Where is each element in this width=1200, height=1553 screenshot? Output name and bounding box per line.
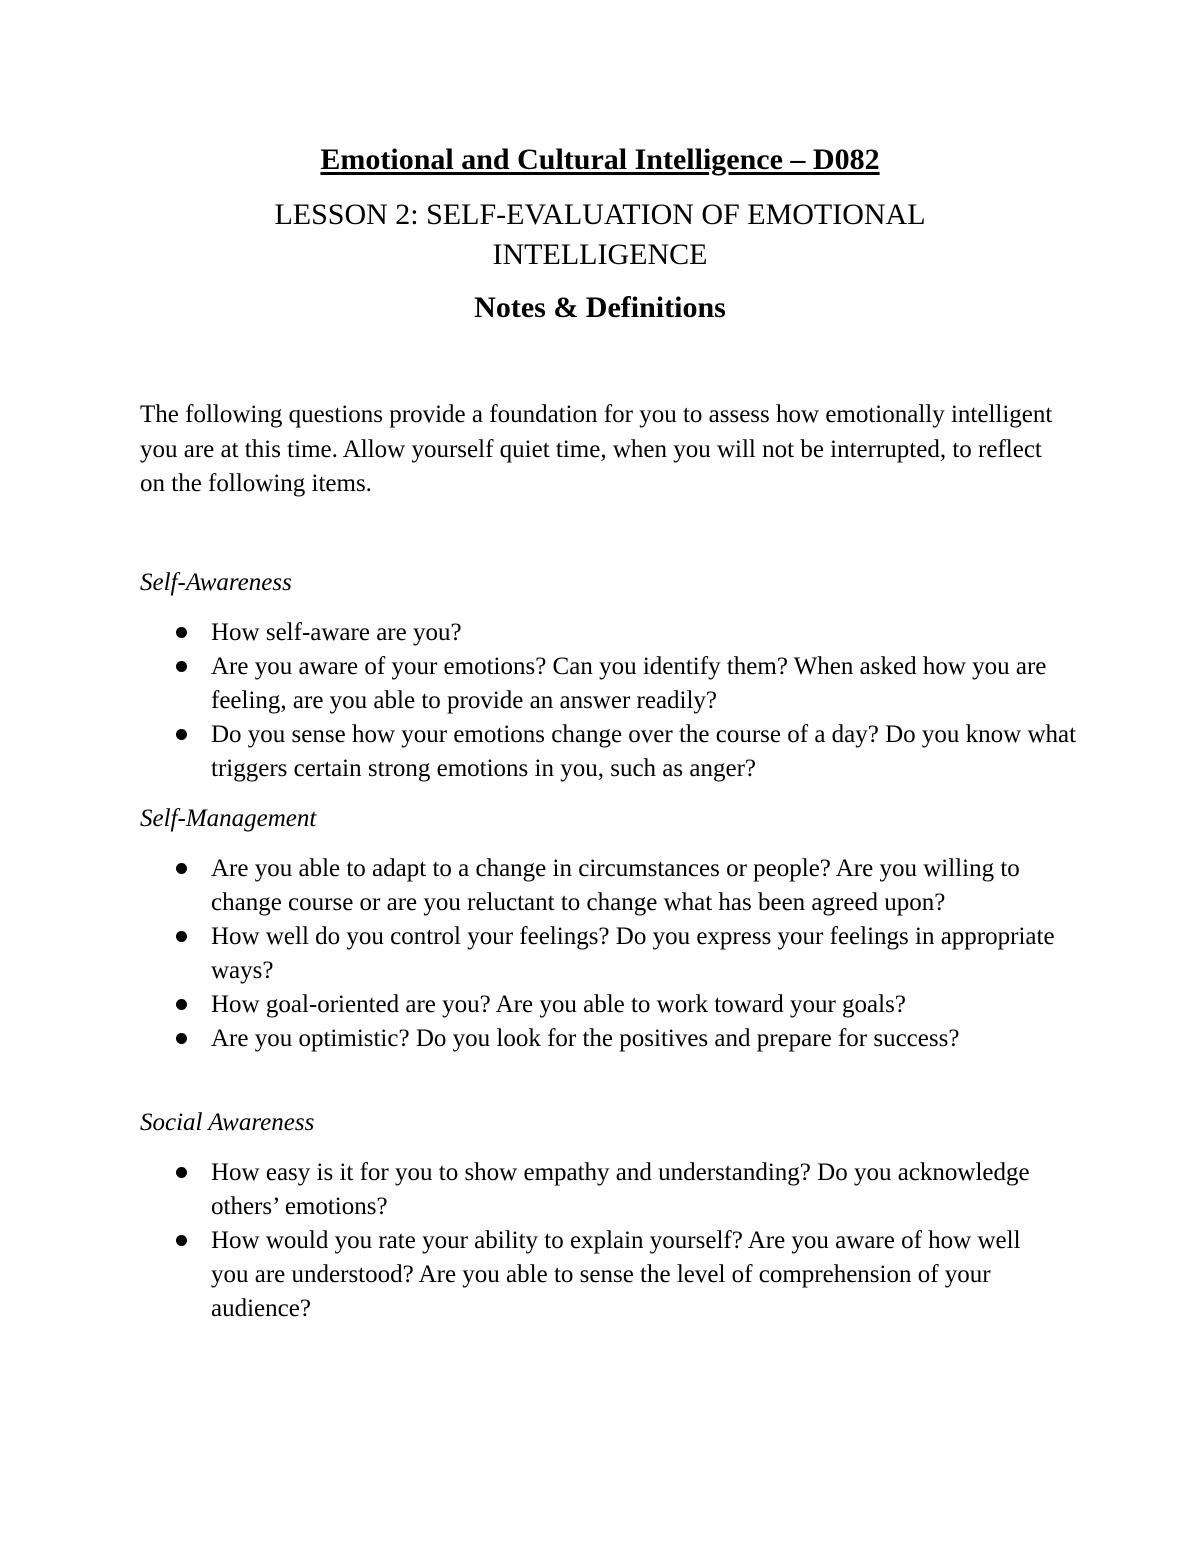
list-item [140,718,1080,786]
list-item [140,616,1080,650]
bullet-icon [176,1235,187,1246]
bullet-icon [176,863,187,874]
document-subtitle: Notes & Definitions [474,291,726,324]
section-heading-social-awareness: Social Awareness [140,1109,315,1136]
bullet-icon [176,999,187,1010]
list-item-text: Are you aware of your emotions? Can you identify them? When asked how you are feeling, are you able to provide an answer readily? [211,653,1047,714]
list-item-text: Are you able to adapt to a change in circumstances or people? Are you willing to change course or are you reluctant to change what has been agreed upon? [211,855,1020,916]
list-item-text: How well do you control your feelings? Do you express your feelings in appropriate ways? [211,923,1055,984]
bullet-icon [176,931,187,942]
section-heading-self-awareness: Self-Awareness [140,569,292,596]
document-title: Emotional and Cultural Intelligence – D082 [320,143,880,176]
social-awareness-list [140,1156,1060,1326]
list-item [140,650,1080,718]
bullet-icon [176,729,187,740]
bullet-icon [176,661,187,672]
list-item [140,1156,1060,1224]
list-item-text: Are you optimistic? Do you look for the positives and prepare for success? [211,1025,960,1052]
list-item [140,1022,1080,1056]
intro-paragraph: The following questions provide a foundation for you to assess how emotionally intelligent you are at this time. Allow yourself quiet time, when you will not be interrupted, to reflect on the following items. [140,401,1053,497]
bullet-icon [176,1033,187,1044]
list-item-text: How would you rate your ability to explain yourself? Are you aware of how well you are understood? Are you able to sense the level of comprehension of your audience? [211,1227,1021,1322]
list-item-text: How goal-oriented are you? Are you able to work toward your goals? [211,991,906,1018]
section-heading-self-management: Self-Management [140,805,317,832]
list-item-text: How self-aware are you? [211,619,462,646]
list-item [140,852,1080,920]
bullet-icon [176,627,187,638]
bullet-icon [176,1167,187,1178]
list-item-text: Do you sense how your emotions change over the course of a day? Do you know what triggers certain strong emotions in you, such as anger? [211,721,1077,782]
list-item-text: How easy is it for you to show empathy and understanding? Do you acknowledge others’ emotions? [211,1159,1030,1220]
lesson-heading: LESSON 2: SELF-EVALUATION OF EMOTIONAL INTELLIGENCE [274,198,926,271]
list-item [140,920,1080,988]
list-item [140,1224,1060,1326]
list-item [140,988,1080,1022]
self-management-list [140,852,1080,1056]
self-awareness-list [140,616,1080,786]
